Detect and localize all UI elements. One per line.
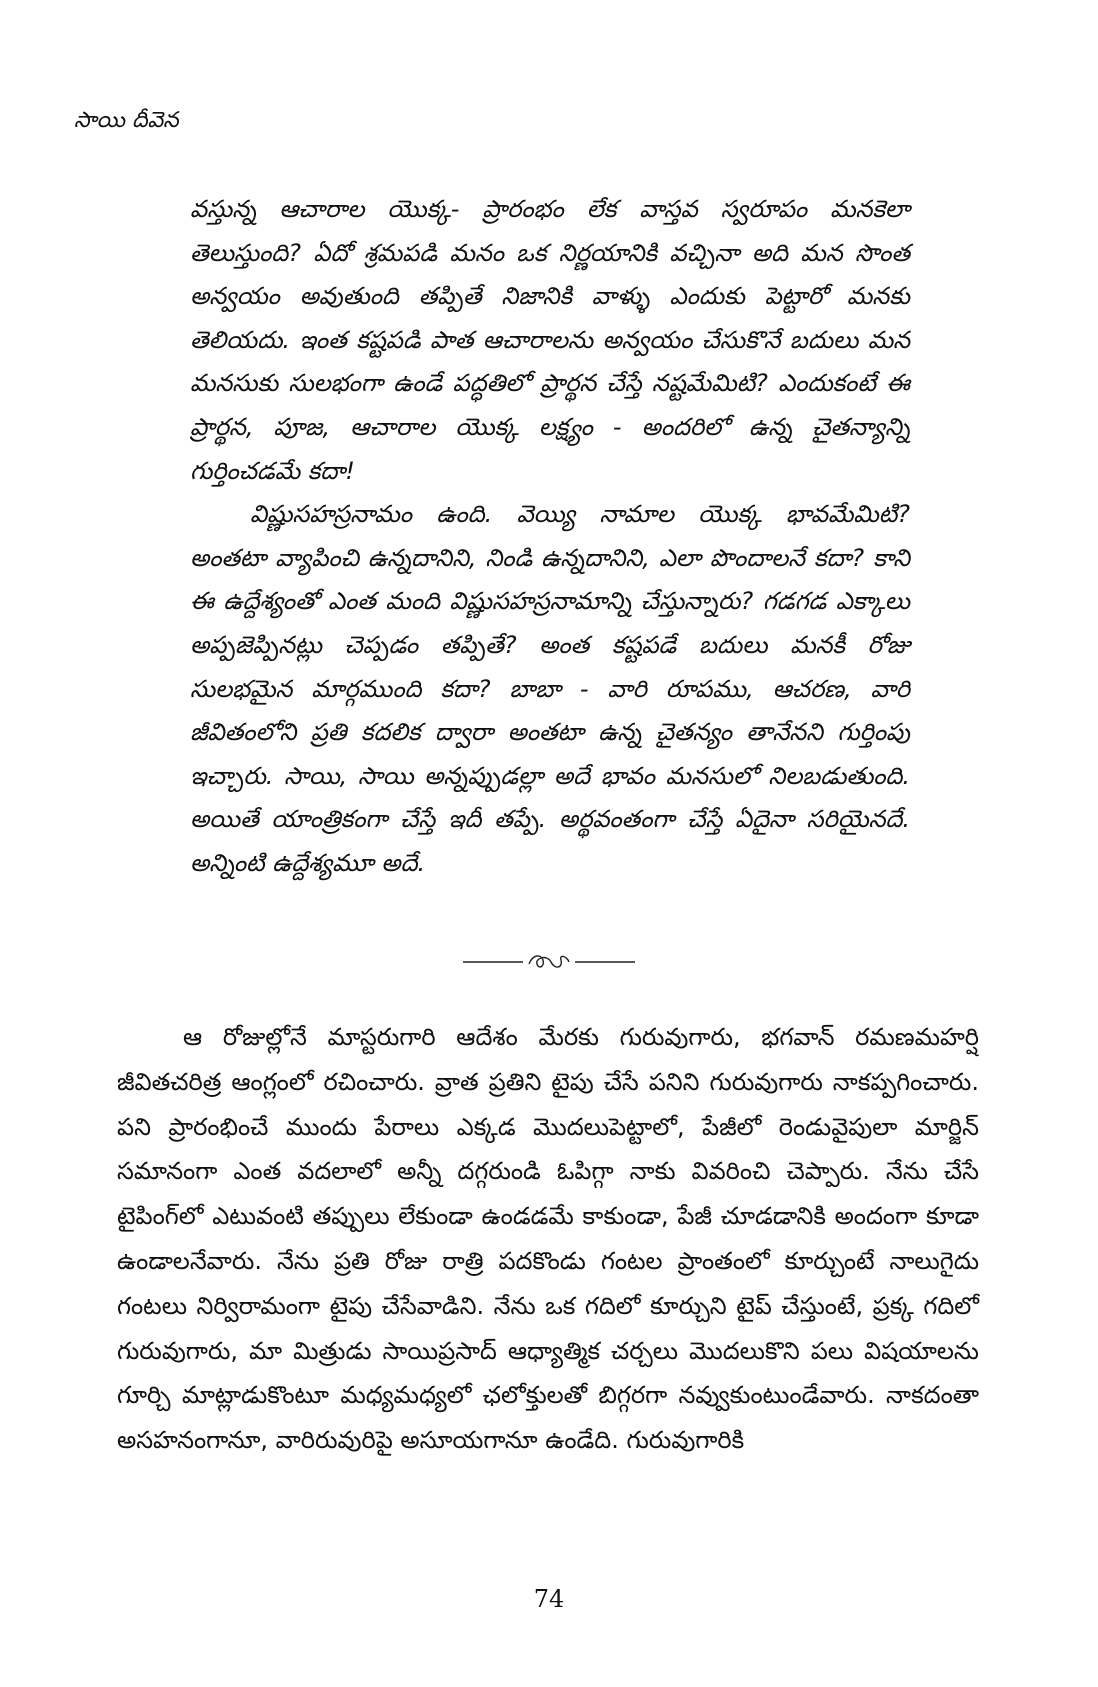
- body-text: [117, 1015, 979, 1463]
- quote-paragraph: విష్ణుసహస్రనామం ఉంది. వెయ్యి నామాల యొక్క భావమేమిటి? అంతటా వ్యాపించి ఉన్నదానిని, నిండి ఉన్నదానిని, ఎలా పొందాలనే కదా? కాని ఈ ఉద్దేశ్యంతో ఎంత మంది విష్ణుసహస్రనామాన్ని చేస్తున్నారు? గడగడ ఎక్కాలు అప్పజెప్పినట్లు చెప్పడం తప్పితే? అంత కష్టపడే బదులు మనకీ రోజు సులభమైన మార్గముంది కదా? బాబా - వారి రూపము, ఆచరణ, వారి జీవితంలోని ప్రతి కదలిక ద్వారా అంతటా ఉన్న చైతన్యం తానేనని గుర్తింపు ఇచ్చారు. సాయి, సాయి అన్నప్పుడల్లా అదే భావం మనసులో నిలబడుతుంది. అయితే యాంత్రికంగా చేస్తే ఇదీ తప్పే. అర్థవంతంగా చేస్తే ఏదైనా సరియైనదే. అన్నింటి ఉద్దేశ్యమూ అదే.: [190, 500, 910, 877]
- running-head-title: సాయి దీవెన: [74, 108, 179, 133]
- quote-paragraph: వస్తున్న ఆచారాల యొక్క- ప్రారంభం లేక వాస్తవ స్వరూపం మనకెలా తెలుస్తుంది? ఏదో శ్రమపడి మనం ఒక నిర్ణయానికి వచ్చినా అది మన సొంత అన్వయం అవుతుంది తప్పితే నిజానికి వాళ్ళు ఎందుకు పెట్టారో మనకు తెలియదు. ఇంత కష్టపడి పాత ఆచారాలను అన్వయం చేసుకొనే బదులు మన మనసుకు సులభంగా ఉండే పద్ధతిలో ప్రార్థన చేస్తే నష్టమేమిటి? ఎందుకంటే ఈ ప్రార్థన, పూజ, ఆచారాల యొక్క లక్ష్యం - అందరిలో ఉన్న చైతన్యాన్ని గుర్తించడమే కదా!: [190, 195, 910, 485]
- page-number: 74: [533, 1585, 565, 1613]
- ornamental-flourish-icon: [463, 950, 635, 974]
- quoted-passage: [190, 188, 910, 886]
- body-paragraph: ఆ రోజుల్లోనే మాస్టరుగారి ఆదేశం మేరకు గురువుగారు, భగవాన్ రమణమహర్షి జీవితచరిత్ర ఆంగ్లంలో రచించారు. వ్రాత ప్రతిని టైపు చేసే పనిని గురువుగారు నాకప్పగించారు. పని ప్రారంభించే ముందు పేరాలు ఎక్కడ మొదలుపెట్టాలో, పేజీలో రెండువైపులా మార్జిన్ సమానంగా ఎంత వదలాలో అన్నీ దగ్గరుండి ఓపిగ్గా నాకు వివరించి చెప్పారు. నేను చేసే టైపింగ్‌లో ఎటువంటి తప్పులు లేకుండా ఉండడమే కాకుండా, పేజీ చూడడానికి అందంగా కూడా ఉండాలనేవారు. నేను ప్రతి రోజు రాత్రి పదకొండు గంటల ప్రాంతంలో కూర్చుంటే నాలుగైదు గంటలు నిర్విరామంగా టైపు చేసేవాడిని. నేను ఒక గదిలో కూర్చుని టైప్ చేస్తుంటే, ప్రక్క గదిలో గురువుగారు, మా మిత్రుడు సాయిప్రసాద్ ఆధ్యాత్మిక చర్చలు మొదలుకొని పలు విషయాలను గూర్చి మాట్లాడుకొంటూ మధ్యమధ్యలో ఛలోక్తులతో బిగ్గరగా నవ్వుకుంటుండేవారు. నాకదంతా అసహనంగానూ, వారిరువురిపై అసూయగానూ ఉండేది. గురువుగారికి: [117, 1023, 979, 1455]
